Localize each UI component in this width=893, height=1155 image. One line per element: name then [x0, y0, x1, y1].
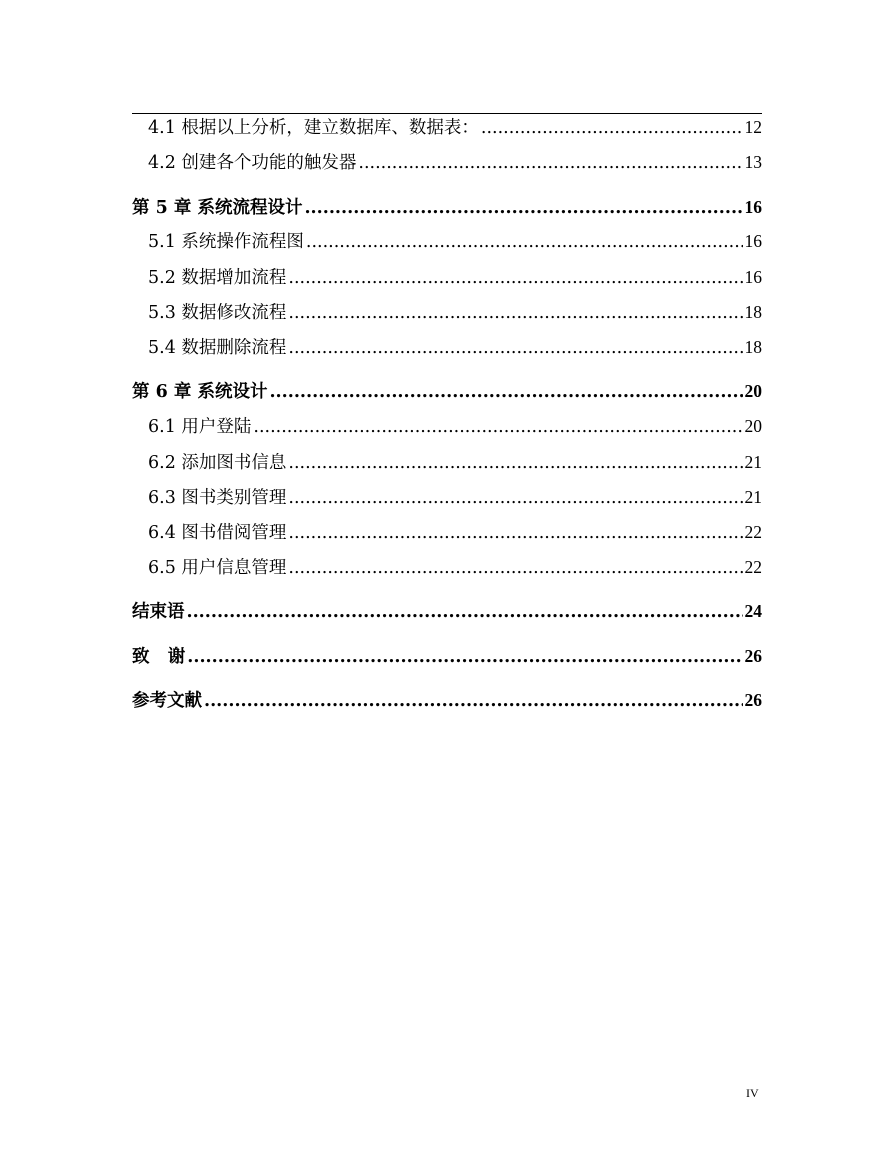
- toc-dot-leader: [187, 600, 743, 624]
- toc-entry-page: 21: [744, 452, 762, 472]
- toc-entry-page: 26: [744, 690, 762, 710]
- toc-entry[interactable]: [132, 300, 762, 324]
- toc-entry-page: 16: [744, 231, 762, 251]
- toc-entry-page: 12: [744, 117, 762, 137]
- toc-dot-leader: [288, 556, 742, 580]
- toc-entry-title: 6.4 图书借阅管理: [148, 523, 287, 543]
- toc-entry[interactable]: [132, 265, 762, 289]
- toc-entry-page: 16: [744, 267, 762, 287]
- toc-entry[interactable]: [132, 520, 762, 544]
- toc-entry-title: 第 6 章 系统设计: [132, 382, 268, 402]
- toc-entry-page: 16: [744, 197, 762, 217]
- toc-entry-page: 18: [744, 337, 762, 357]
- toc-entry[interactable]: [132, 229, 762, 253]
- toc-entry-page: 20: [744, 416, 762, 436]
- toc-entry-title: 结束语: [132, 602, 185, 622]
- toc-entry[interactable]: [132, 555, 762, 579]
- toc-chapter-entry[interactable]: [132, 599, 762, 623]
- toc-dot-leader: [269, 380, 742, 404]
- toc-entry[interactable]: [132, 115, 762, 139]
- toc-entry-title: 4.2 创建各个功能的触发器: [148, 153, 357, 173]
- toc-dot-leader: [253, 415, 742, 439]
- toc-dot-leader: [304, 196, 742, 220]
- toc-dot-leader: [306, 230, 743, 254]
- toc-entry[interactable]: [132, 485, 762, 509]
- toc-entry-title: 5.1 系统操作流程图: [148, 232, 304, 252]
- toc-dot-leader: [288, 336, 742, 360]
- toc-entry-page: 21: [744, 487, 762, 507]
- toc-entry-page: 13: [744, 152, 762, 172]
- toc-dot-leader: [481, 116, 743, 140]
- toc-dot-leader: [288, 301, 742, 325]
- toc-entry-page: 22: [744, 557, 762, 577]
- toc-entry-title: 6.5 用户信息管理: [148, 558, 287, 578]
- toc-dot-leader: [288, 486, 742, 510]
- toc-entry-title: 5.2 数据增加流程: [148, 268, 287, 288]
- toc-entry-page: 22: [744, 522, 762, 542]
- toc-chapter-entry[interactable]: [132, 379, 762, 403]
- toc-entry-title: 6.3 图书类别管理: [148, 488, 287, 508]
- toc-entry-page: 24: [744, 601, 762, 621]
- toc-entry-page: 20: [744, 381, 762, 401]
- toc-entry-title: 4.1 根据以上分析，建立数据库、数据表：: [148, 118, 479, 138]
- toc-entry[interactable]: [132, 414, 762, 438]
- toc-entry-title: 5.4 数据删除流程: [148, 338, 287, 358]
- toc-entry-title: 6.1 用户登陆: [148, 417, 252, 437]
- toc-entry-page: 26: [744, 646, 762, 666]
- header-rule: [132, 113, 762, 114]
- toc-dot-leader: [358, 151, 742, 175]
- toc-entry-title: 致 谢: [132, 647, 186, 667]
- toc-dot-leader: [288, 521, 742, 545]
- toc-dot-leader: [187, 645, 742, 669]
- toc-dot-leader: [204, 689, 743, 713]
- toc-entry-title: 第 5 章 系统流程设计: [132, 198, 303, 218]
- toc-chapter-entry[interactable]: [132, 644, 762, 668]
- toc-entry-page: 18: [744, 302, 762, 322]
- toc-chapter-entry[interactable]: [132, 195, 762, 219]
- toc-entry-title: 参考文献: [132, 691, 202, 711]
- toc-dot-leader: [288, 266, 742, 290]
- toc-entry[interactable]: [132, 150, 762, 174]
- toc-entry[interactable]: [132, 450, 762, 474]
- toc-entry[interactable]: [132, 335, 762, 359]
- toc-dot-leader: [288, 451, 742, 475]
- toc-entry-title: 5.3 数据修改流程: [148, 303, 287, 323]
- page-number: IV: [746, 1086, 759, 1100]
- toc-chapter-entry[interactable]: [132, 688, 762, 712]
- toc-entry-title: 6.2 添加图书信息: [148, 453, 287, 473]
